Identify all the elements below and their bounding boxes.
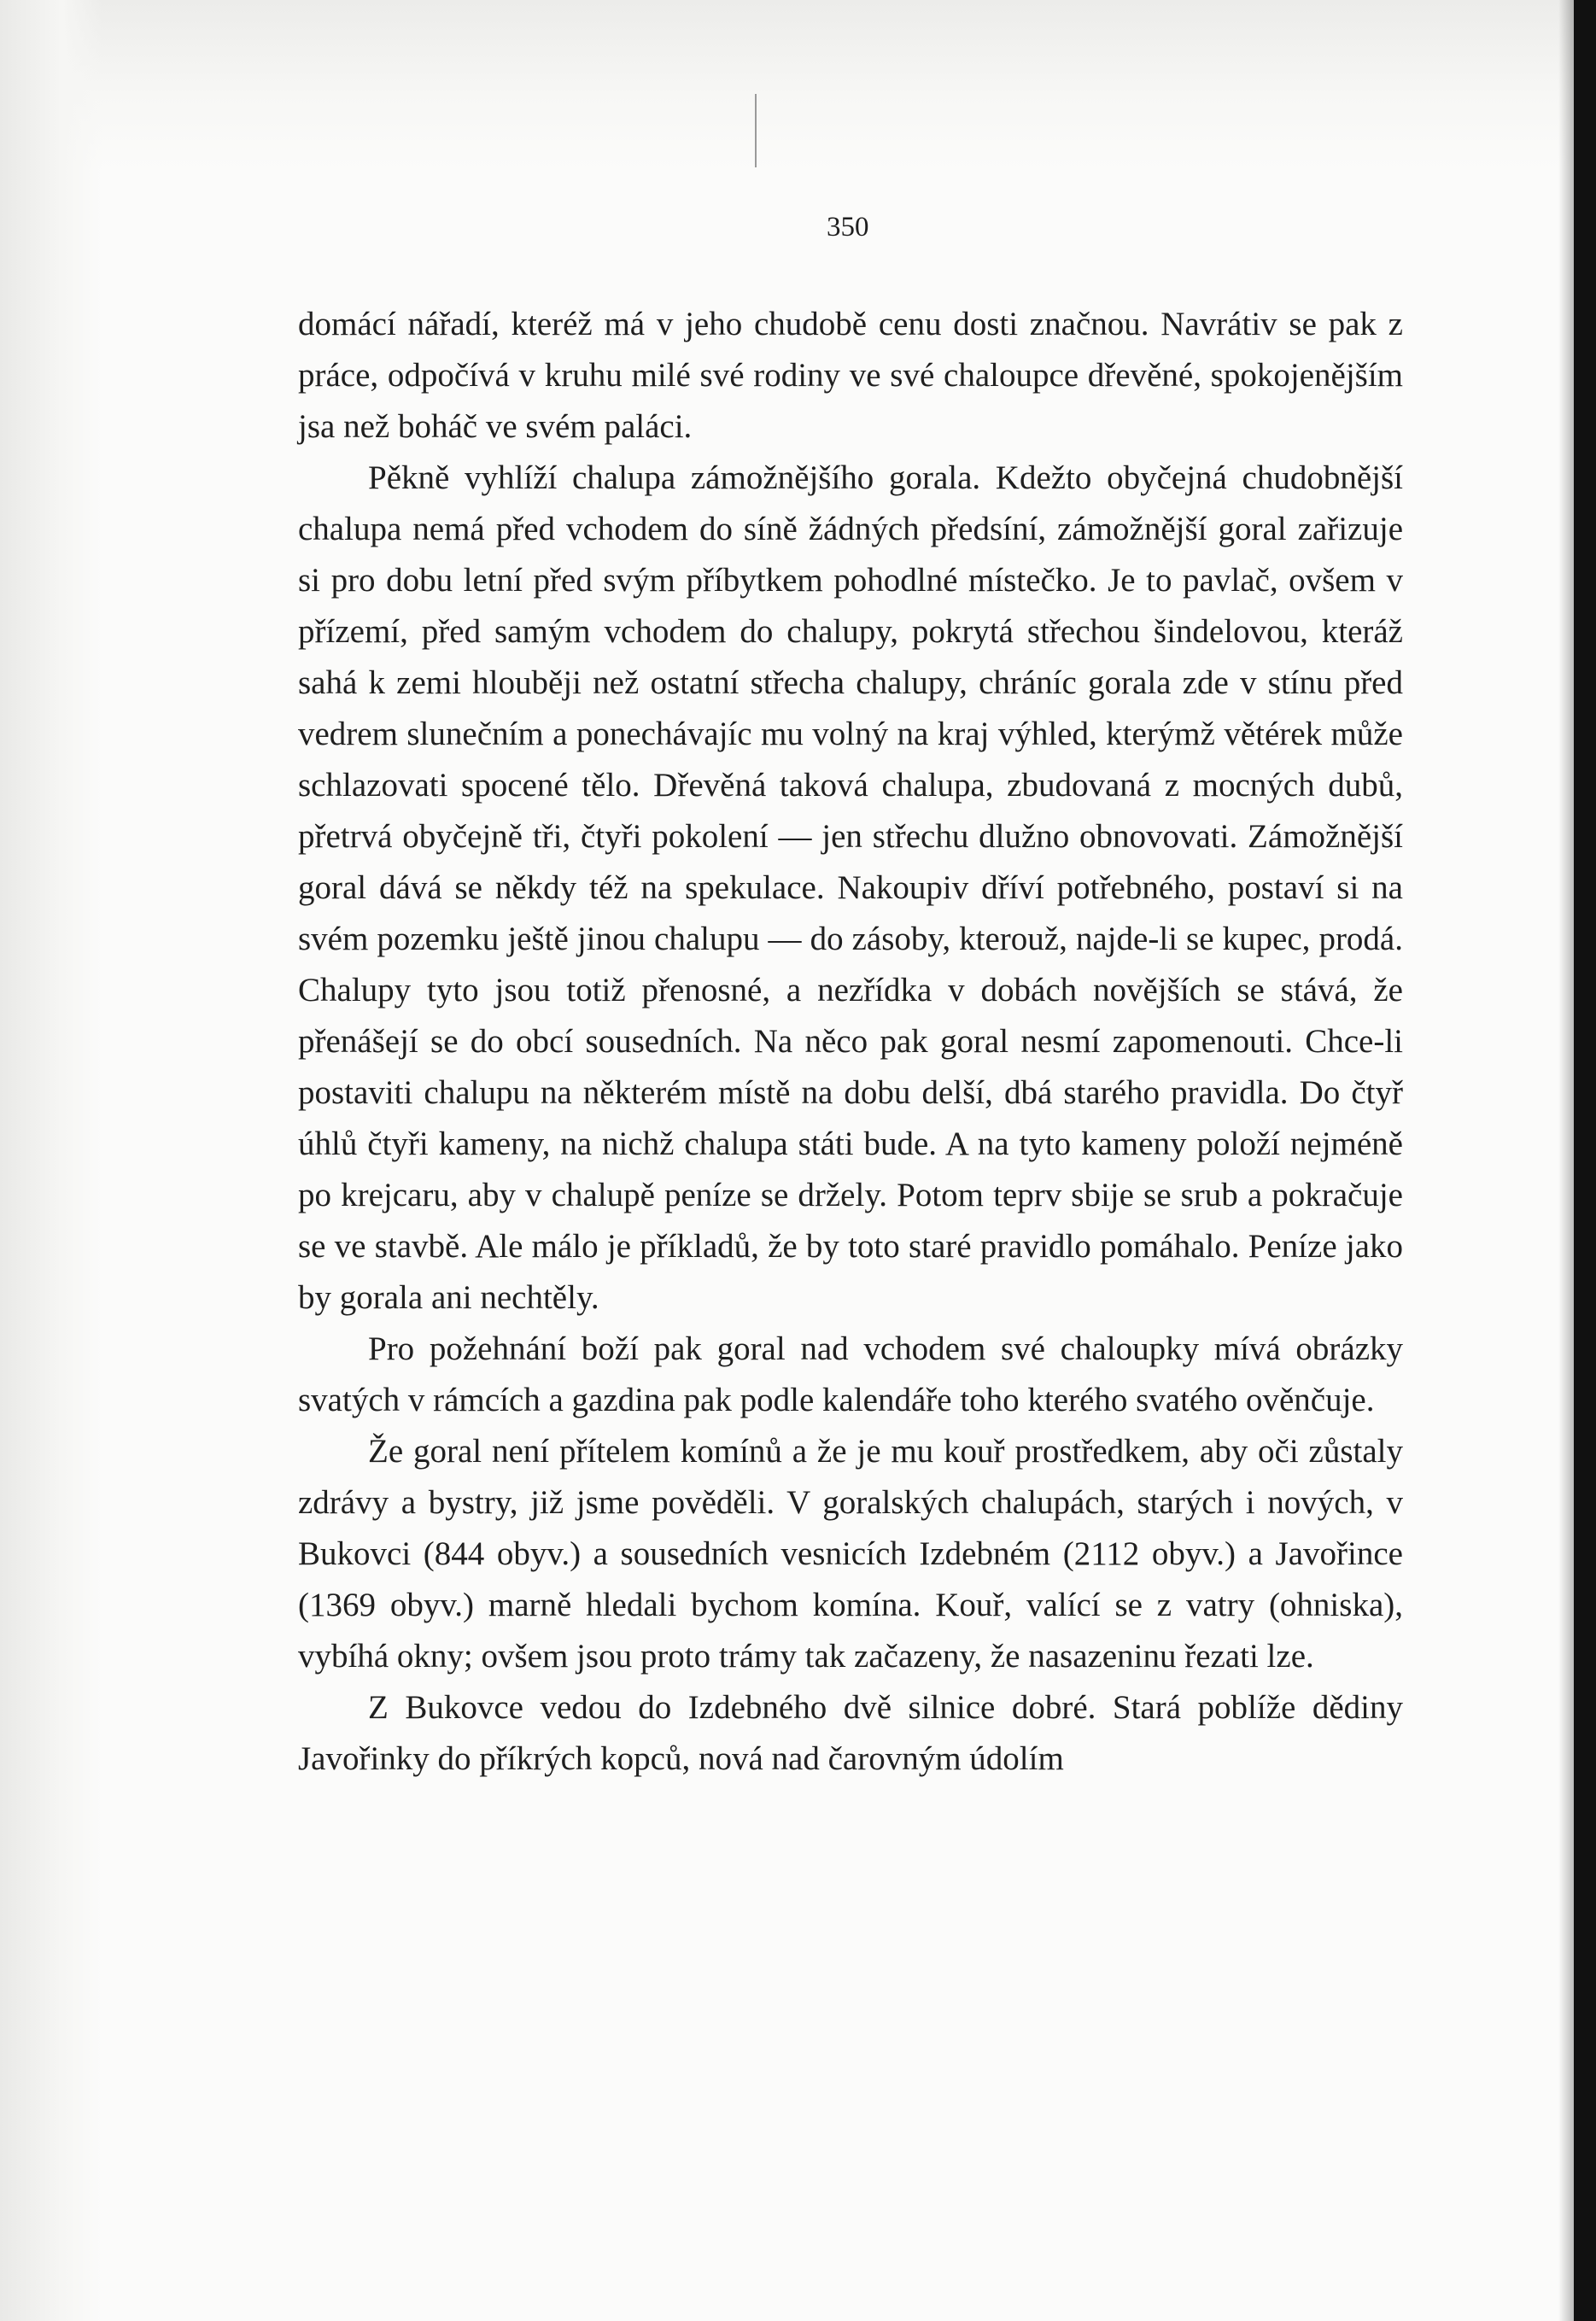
scan-edge-border: [1574, 0, 1596, 2321]
paragraph: domácí nářadí, kteréž má v jeho chudobě cenu dosti značnou. Navrátiv se pak z práce, odpočívá v kruhu milé své rodiny ve své chaloupce dřevěné, spokojenějším jsa než boháč ve svém paláci.: [298, 306, 1403, 445]
paragraph: Že goral není přítelem komínů a že je mu kouř prostředkem, aby oči zůstaly zdrávy a bystry, již jsme pověděli. V goralských chalupách, starých i nových, v Bukovci (844 obyv.) a sousedních vesnicích Izdebném (2112 obyv.) a Javořince (1369 obyv.) marně hledali bychom komína. Kouř, valící se z vatry (ohniska), vybíhá okny; ovšem jsou proto trámy tak začazeny, že nasazeninu řezati lze.: [298, 1433, 1403, 1675]
page-number: 350: [827, 212, 869, 243]
body-text: [298, 299, 1403, 1785]
paragraph: Pro požehnání boží pak goral nad vchodem své chaloupky mívá obrázky svatých v rámcích a gazdina pak podle kalendáře toho kterého svatého ověnčuje.: [298, 1330, 1403, 1418]
paragraph: Z Bukovce vedou do Izdebného dvě silnice dobré. Stará poblíže dědiny Javořinky do příkrých kopců, nová nad čarovným údolím: [298, 1689, 1403, 1777]
scan-artifact-mark: [755, 94, 757, 167]
scan-shadow-left: [0, 0, 102, 2321]
scan-shadow-top: [0, 0, 1596, 171]
paragraph: Pěkně vyhlíží chalupa zámožnějšího gorala. Kdežto obyčejná chudobnější chalupa nemá před vchodem do síně žádných předsíní, zámožnější goral zařizuje si pro dobu letní před svým příbytkem pohodlné místečko. Je to pavlač, ovšem v přízemí, před samým vchodem do chalupy, pokrytá střechou šindelovou, kteráž sahá k zemi hlouběji než ostatní střecha chalupy, chráníc gorala zde v stínu před vedrem slunečním a ponechávajíc mu volný na kraj výhled, kterýmž větérek může schlazovati spocené tělo. Dřevěná taková chalupa, zbudovaná z mocných dubů, přetrvá obyčejně tři, čtyři pokolení — jen střechu dlužno obnovovati. Zámožnější goral dává se někdy též na spekulace. Nakoupiv dříví potřebného, postaví si na svém pozemku ještě jinou chalupu — do zásoby, kterouž, najde-li se kupec, prodá. Chalupy tyto jsou totiž přenosné, a nezřídka v dobách novějších se stává, že přenášejí se do obcí sousedních. Na něco pak goral nesmí zapomenouti. Chce-li postaviti chalupu na některém místě na dobu delší, dbá starého pravidla. Do čtyř úhlů čtyři kameny, na nichž chalupa státi bude. A na tyto kameny položí nejméně po krejcaru, aby v chalupě peníze se držely. Potom teprv sbije se srub a pokračuje se ve stavbě. Ale málo je příkladů, že by toto staré pravidlo pomáhalo. Peníze jako by gorala ani nechtěly.: [298, 459, 1403, 1316]
scan-edge-shadow: [1558, 0, 1574, 2321]
